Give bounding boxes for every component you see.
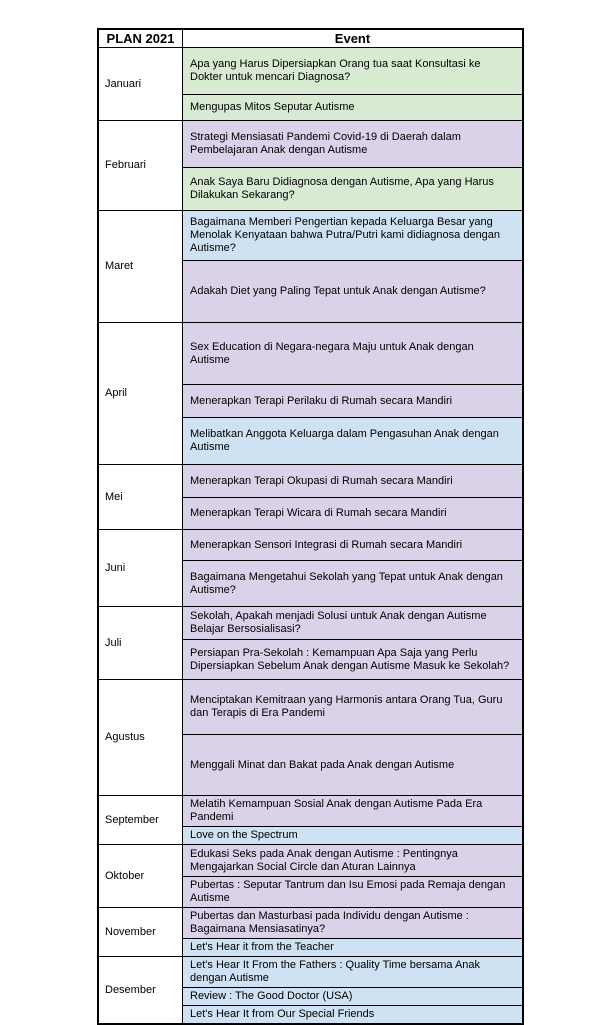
event-cell: Love on the Spectrum <box>183 827 524 845</box>
table-row <box>98 796 523 827</box>
month-cell-november: November <box>98 908 183 957</box>
table-row <box>98 680 523 735</box>
event-cell: Sex Education di Negara-negara Maju untuk Anak dengan Autisme <box>183 323 524 385</box>
plan-table-container <box>97 28 524 1025</box>
event-cell: Let's Hear It From the Fathers : Quality Time bersama Anak dengan Autisme <box>183 957 524 988</box>
plan-header-cell: PLAN 2021 <box>98 29 183 48</box>
event-cell: Review : The Good Doctor (USA) <box>183 988 524 1006</box>
month-cell-april: April <box>98 323 183 465</box>
event-cell: Menggali Minat dan Bakat pada Anak dengan Autisme <box>183 735 524 796</box>
event-cell: Melatih Kemampuan Sosial Anak dengan Autisme Pada Era Pandemi <box>183 796 524 827</box>
table-row <box>98 530 523 561</box>
event-cell: Pubertas : Seputar Tantrum dan Isu Emosi pada Remaja dengan Autisme <box>183 877 524 908</box>
event-cell: Menerapkan Sensori Integrasi di Rumah secara Mandiri <box>183 530 524 561</box>
event-cell: Mengupas Mitos Seputar Autisme <box>183 95 524 121</box>
event-cell: Let's Hear it from the Teacher <box>183 939 524 957</box>
event-cell: Adakah Diet yang Paling Tepat untuk Anak dengan Autisme? <box>183 261 524 323</box>
event-cell: Strategi Mensiasati Pandemi Covid-19 di Daerah dalam Pembelajaran Anak dengan Autisme <box>183 121 524 168</box>
event-cell: Let's Hear It from Our Special Friends <box>183 1006 524 1025</box>
month-cell-oktober: Oktober <box>98 845 183 908</box>
month-cell-mei: Mei <box>98 465 183 530</box>
event-cell: Persiapan Pra-Sekolah : Kemampuan Apa Saja yang Perlu Dipersiapkan Sebelum Anak dengan Autisme Masuk ke Sekolah? <box>183 640 524 680</box>
event-cell: Menciptakan Kemitraan yang Harmonis antara Orang Tua, Guru dan Terapis di Era Pandemi <box>183 680 524 735</box>
month-cell-juli: Juli <box>98 607 183 680</box>
plan-table-body <box>98 48 523 1025</box>
table-row <box>98 908 523 939</box>
event-cell: Bagaimana Memberi Pengertian kepada Keluarga Besar yang Menolak Kenyataan bahwa Putra/Putri kami didiagnosa dengan Autisme? <box>183 211 524 261</box>
month-cell-agustus: Agustus <box>98 680 183 796</box>
table-row <box>98 957 523 988</box>
plan-table-header <box>98 29 523 48</box>
table-row <box>98 121 523 168</box>
event-cell: Apa yang Harus Dipersiapkan Orang tua saat Konsultasi ke Dokter untuk mencari Diagnosa? <box>183 48 524 95</box>
event-cell: Menerapkan Terapi Perilaku di Rumah secara Mandiri <box>183 385 524 418</box>
month-cell-januari: Januari <box>98 48 183 121</box>
event-header-cell: Event <box>183 29 524 48</box>
header-row <box>98 29 523 48</box>
month-cell-juni: Juni <box>98 530 183 607</box>
table-row <box>98 845 523 877</box>
event-cell: Bagaimana Mengetahui Sekolah yang Tepat untuk Anak dengan Autisme? <box>183 561 524 607</box>
table-row <box>98 607 523 640</box>
event-cell: Edukasi Seks pada Anak dengan Autisme : Pentingnya Mengajarkan Social Circle dan Aturan Lainnya <box>183 845 524 877</box>
month-cell-desember: Desember <box>98 957 183 1025</box>
event-cell: Anak Saya Baru Didiagnosa dengan Autisme, Apa yang Harus Dilakukan Sekarang? <box>183 168 524 211</box>
table-row <box>98 211 523 261</box>
event-cell: Menerapkan Terapi Okupasi di Rumah secara Mandiri <box>183 465 524 498</box>
month-cell-maret: Maret <box>98 211 183 323</box>
table-row <box>98 48 523 95</box>
event-cell: Menerapkan Terapi Wicara di Rumah secara Mandiri <box>183 498 524 530</box>
table-row <box>98 323 523 385</box>
event-cell: Melibatkan Anggota Keluarga dalam Pengasuhan Anak dengan Autisme <box>183 418 524 465</box>
plan-2021-table <box>97 28 524 1025</box>
event-cell: Sekolah, Apakah menjadi Solusi untuk Anak dengan Autisme Belajar Bersosialisasi? <box>183 607 524 640</box>
month-cell-februari: Februari <box>98 121 183 211</box>
event-cell: Pubertas dan Masturbasi pada Individu dengan Autisme : Bagaimana Mensiasatinya? <box>183 908 524 939</box>
month-cell-september: September <box>98 796 183 845</box>
table-row <box>98 465 523 498</box>
